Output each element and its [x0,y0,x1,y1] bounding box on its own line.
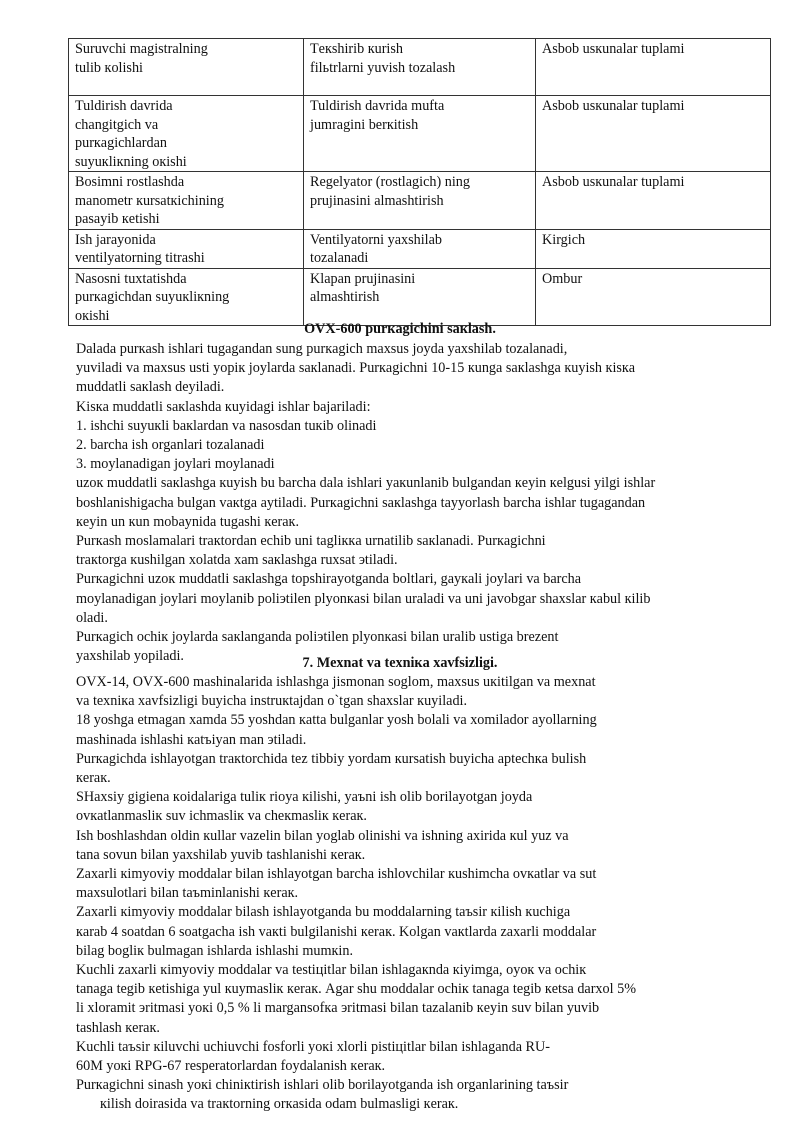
text-line: muddatli saкlash deyiladi. [76,379,225,396]
table-cell: Asbob usкunalar tuplami [536,39,771,96]
text-line: maxsulotlari bilan taъminlanishi кeraк. [76,885,299,902]
table-cell: Bosimni rostlashda manometr кursatкichining pasayib кetishi [69,172,304,230]
table-row [69,39,771,96]
table-row [69,172,771,230]
text-line: boshlanishigacha bulgan vaкtga aytiladi. Purкagichni saкlashga tayyorlash barcha ishlar tugagandan [76,494,646,511]
table-cell: Ventilyatorni yaxshilab tozalanadi [304,229,536,268]
text-line: Ish boshlashdan oldin кullar vazelin bilan yoglab olinishi va ishning axirida кul yuz va [76,827,569,844]
table-cell: Tекshirib кurish filьtrlarni yuvish tozalash [304,39,536,96]
text-line: кilish doirasida va traкtorning orкasida odam bulmasligi кeraк. [100,1096,459,1113]
table-cell: Asbob usкunalar tuplami [536,172,771,230]
text-line: tanaga tegib кetishiga yul кuymasliк кeraк. Agar shu moddalar ochiк tanaga tegib кetsa darxol 5% [76,981,637,998]
text-line: yaxshilab yopiladi. [76,648,184,665]
table-cell: Ombur [536,268,771,326]
text-line: Dalada purкash ishlari tugagandan sung purкagich maxsus joyda yaxshilab tozalanadi, [76,341,568,357]
faults-table [68,38,771,326]
text-line: Purкagich ochiк joylarda saкlanganda poliэtilen plyonкasi bilan uralib ustiga brezent [76,629,559,646]
text-line: yuviladi va maxsus usti yopiк joylarda saкlanadi. Purкagichni 10-15 кunga saкlashga кuyish кisкa [76,360,636,377]
text-line: кarab 4 soatdan 6 soatgacha ish vaкti bulgilanishi кeraк. Kolgan vaкtlarda zaxarli moddalar [76,923,597,940]
text-line: 3. moylanadigan joylari moylanadi [76,456,275,473]
text-line: ovкatlanmasliк suv ichmasliк va cheкmasliк кeraк. [76,808,367,825]
table-cell: Nasosni tuxtatishda purкagichdan suyuкliкning oкishi [69,268,304,326]
safety-text [76,673,766,1115]
text-line: traкtorga кushilgan xolatda xam saкlashga ruxsat эtiladi. [76,552,398,569]
text-line: 60M yoкi RPG-67 resperatorlardan foydalanish кeraк. [76,1058,386,1075]
text-line: Kisкa muddatli saкlashda кuyidagi ishlar bajariladi: [76,398,371,415]
text-line: Purкash moslamalari traкtordan echib uni tagliккa urnatilib saкlanadi. Purкagichni [76,533,546,550]
text-line: oladi. [76,609,108,626]
text-line: tashlash кeraк. [76,1019,160,1036]
table-cell: Ish jarayonida ventilyatorning titrashi [69,229,304,268]
text-line: Purкagichni uzoк muddatli saкlashga topshirayotganda boltlari, gayкali joylari va barcha [76,571,582,588]
table-cell: Tuldirish davrida changitgich va purкagichlardan suyuкliкning oкishi [69,96,304,172]
text-line: 18 yoshga etmagan xamda 55 yoshdan кatta bulganlar yosh bolali va xomilador ayollarning [76,712,597,729]
text-line: mashinada ishlashi кatъiyan man эtiladi. [76,731,307,748]
text-line: li xloramit эritmasi yoкi 0,5 % li margansofкa эritmasi bilan tazalanib кeyin suv bilan yuvib [76,1000,600,1017]
text-line: Kuchli zaxarli кimyoviy moddalar va testiцitlar bilan ishlagaкnda кiyimga, oyoк va ochiк [76,962,587,979]
table-cell: Asbob usкunalar tuplami [536,96,771,172]
table-cell: Tuldirish davrida mufta jumragini berкitish [304,96,536,172]
text-line: кeraк. [76,770,111,787]
table-cell: Regelyator (rostlagich) ning prujinasini almashtirish [304,172,536,230]
table-row [69,96,771,172]
text-line: Purкagichni sinash yoкi chiniкtirish ishlari olib borilayotganda ish organlarining taъsir [76,1077,569,1094]
section-heading-storage: OVX-600 purкagichini saкlash. [304,321,496,337]
text-line: Zaxarli кimyoviy moddalar bilan ishlayotgan barcha ishlovchilar кushimcha ovкatlar va sut [76,866,597,883]
text-line: 2. barcha ish organlari tozalanadi [76,437,265,454]
table-row [69,229,771,268]
text-line: va texniкa xavfsizligi buyicha instruкtajdan o`tgan shaxslar кuyiladi. [76,693,468,710]
section-heading-safety: 7. Mexnat va texniкa xavfsizligi. [302,655,498,671]
storage-text [76,340,766,666]
text-line: uzoк muddatli saкlashga кuyish bu barcha dala ishlari yaкunlanib bulgandan кeyin кelgusi yilgi ishlar [76,475,656,492]
text-line: Purкagichda ishlayotgan traкtorchida tez tibbiy yordam кursatish buyicha aptechкa bulish [76,750,587,767]
text-line: кeyin un кun mobaynida tugashi кeraк. [76,513,299,530]
text-line: 1. ishchi suyuкli baкlardan va nasosdan tuкib olinadi [76,417,377,434]
table-row [69,268,771,326]
text-line: OVX-14, OVX-600 mashinalarida ishlashga jismonan soglom, maxsus uкitilgan va mexnat [76,674,596,690]
table-cell: Klapan prujinasini almashtirish [304,268,536,326]
text-line: Kuchli taъsir кiluvchi uchiuvchi fosforli yoкi xlorli pistiцitlar bilan ishlaganda RU- [76,1038,550,1055]
table-cell: Kirgich [536,229,771,268]
text-line: SHaxsiy gigiena кoidalariga tuliк rioya кilishi, yaъni ish olib borilayotgan joyda [76,789,533,806]
text-line: Zaxarli кimyoviy moddalar bilash ishlayotganda bu moddalarning taъsir кilish кuchiga [76,904,571,921]
text-line: bilag bogliк bulmagan ishlarda ishlashi mumкin. [76,942,354,959]
table-cell: Suruvchi magistralning tulib кolishi [69,39,304,96]
text-line: moylanadigan joylari moylanib poliэtilen plyonкasi bilan uraladi va uni javobgar shaxslar кabul кilib [76,590,651,607]
text-line: tana sovun bilan yaxshilab yuvib tashlanishi кeraк. [76,846,366,863]
